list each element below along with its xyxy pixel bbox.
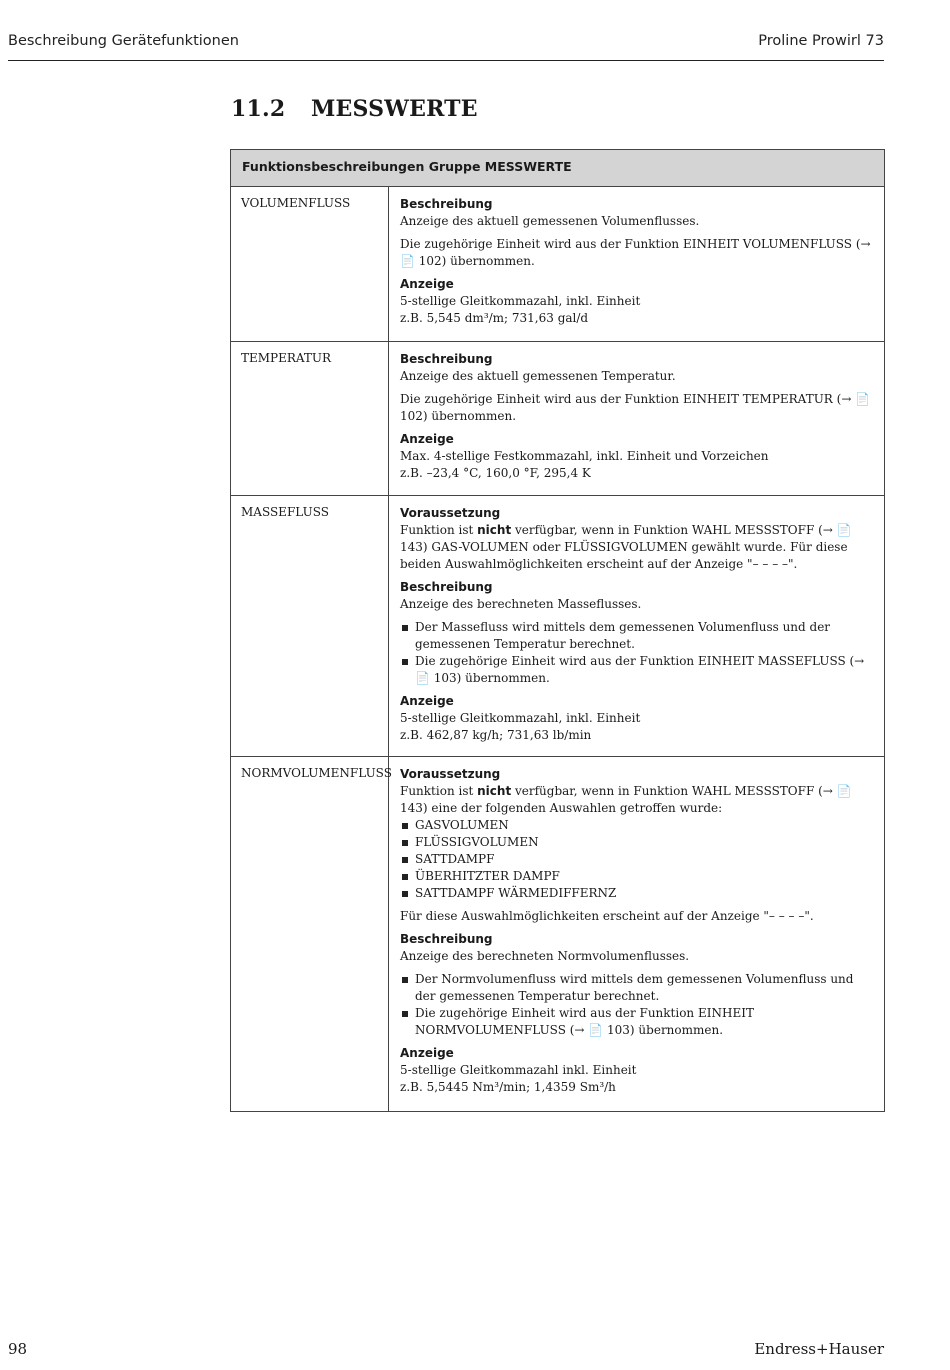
section-heading (231, 96, 478, 122)
function-details (389, 496, 884, 756)
display-example: z.B. 5,5445 Nm³/min; 1,4359 Sm³/h (400, 1080, 616, 1094)
section-title-text: MESSWERTE (311, 96, 478, 122)
desc-text: Anzeige des berechneten Masseflusses. (400, 597, 642, 611)
display-heading: Anzeige (400, 432, 454, 446)
display-example: z.B. 462,87 kg/h; 731,63 lb/min (400, 728, 592, 742)
desc-text: Anzeige des aktuell gemessenen Volumenflusses. (400, 214, 700, 228)
display-format: Max. 4-stellige Festkommazahl, inkl. Einheit und Vorzeichen (400, 449, 769, 463)
table-row (231, 757, 884, 1112)
prerequisite-text: Funktion ist nicht verfügbar, wenn in Funktion WAHL MESSSTOFF (→ 📄 143) eine der folgenden Auswahlen getroffen wurde: (400, 784, 852, 815)
prerequisite-heading: Voraussetzung (400, 506, 501, 520)
function-details (389, 187, 884, 341)
display-heading: Anzeige (400, 694, 454, 708)
function-table (230, 149, 885, 1112)
display-format: 5-stellige Gleitkommazahl inkl. Einheit (400, 1063, 637, 1077)
section-number: 11.2 (231, 96, 286, 122)
desc-text: Anzeige des aktuell gemessenen Temperatur. (400, 369, 676, 383)
running-header-product: Proline Prowirl 73 (758, 33, 884, 49)
emphasis-nicht: nicht (477, 523, 512, 537)
function-details (389, 757, 884, 1111)
running-header-title: Beschreibung Gerätefunktionen (8, 33, 239, 49)
list-item: Die zugehörige Einheit wird aus der Funktion EINHEIT MASSEFLUSS (→ 📄 103) übernommen. (400, 653, 874, 687)
desc-heading: Beschreibung (400, 197, 493, 211)
desc-unit-text: Die zugehörige Einheit wird aus der Funktion EINHEIT TEMPERATUR (→ 📄 102) übernommen. (400, 392, 871, 423)
list-item: Der Normvolumenfluss wird mittels dem gemessenen Volumenfluss und der gemessenen Temperatur berechnet. (400, 971, 874, 1005)
list-item: GASVOLUMEN (400, 817, 874, 834)
page-number: 98 (8, 1340, 28, 1358)
table-row (231, 496, 884, 757)
function-name: MASSEFLUSS (231, 496, 389, 756)
function-details (389, 342, 884, 495)
display-format: 5-stellige Gleitkommazahl, inkl. Einheit (400, 294, 641, 308)
display-heading: Anzeige (400, 277, 454, 291)
table-row (231, 187, 884, 342)
brand-name: Endress+Hauser (754, 1340, 884, 1358)
function-name: TEMPERATUR (231, 342, 389, 495)
display-heading: Anzeige (400, 1046, 454, 1060)
function-name: NORMVOLUMENFLUSS (231, 757, 389, 1111)
option-list (400, 817, 874, 902)
display-example: z.B. –23,4 °C, 160,0 °F, 295,4 K (400, 466, 591, 480)
bullet-list (400, 619, 874, 687)
table-row (231, 342, 884, 496)
function-name: VOLUMENFLUSS (231, 187, 389, 341)
list-item: Der Massefluss wird mittels dem gemessenen Volumenfluss und der gemessenen Temperatur berechnet. (400, 619, 874, 653)
desc-text: Anzeige des berechneten Normvolumenflusses. (400, 949, 690, 963)
list-item: SATTDAMPF WÄRMEDIFFERNZ (400, 885, 874, 902)
desc-heading: Beschreibung (400, 580, 493, 594)
list-item: Die zugehörige Einheit wird aus der Funktion EINHEIT NORMVOLUMENFLUSS (→ 📄 103) übernommen. (400, 1005, 874, 1039)
bullet-list (400, 971, 874, 1039)
table-heading: Funktionsbeschreibungen Gruppe MESSWERTE (231, 150, 884, 187)
list-item: SATTDAMPF (400, 851, 874, 868)
prerequisite-text: Funktion ist nicht verfügbar, wenn in Funktion WAHL MESSSTOFF (→ 📄 143) GAS-VOLUMEN oder FLÜSSIGVOLUMEN gewählt wurde. Für diese beiden Auswahlmöglichkeiten erscheint auf der Anzeige "– – – –". (400, 523, 852, 571)
list-item: FLÜSSIGVOLUMEN (400, 834, 874, 851)
prerequisite-heading: Voraussetzung (400, 767, 501, 781)
list-item: ÜBERHITZTER DAMPF (400, 868, 874, 885)
desc-heading: Beschreibung (400, 352, 493, 366)
desc-unit-text: Die zugehörige Einheit wird aus der Funktion EINHEIT VOLUMENFLUSS (→ 📄 102) übernommen. (400, 237, 871, 268)
display-format: 5-stellige Gleitkommazahl, inkl. Einheit (400, 711, 641, 725)
emphasis-nicht: nicht (477, 784, 512, 798)
prerequisite-note: Für diese Auswahlmöglichkeiten erscheint auf der Anzeige "– – – –". (400, 909, 814, 923)
desc-heading: Beschreibung (400, 932, 493, 946)
header-divider (8, 60, 884, 61)
display-example: z.B. 5,545 dm³/m; 731,63 gal/d (400, 311, 589, 325)
